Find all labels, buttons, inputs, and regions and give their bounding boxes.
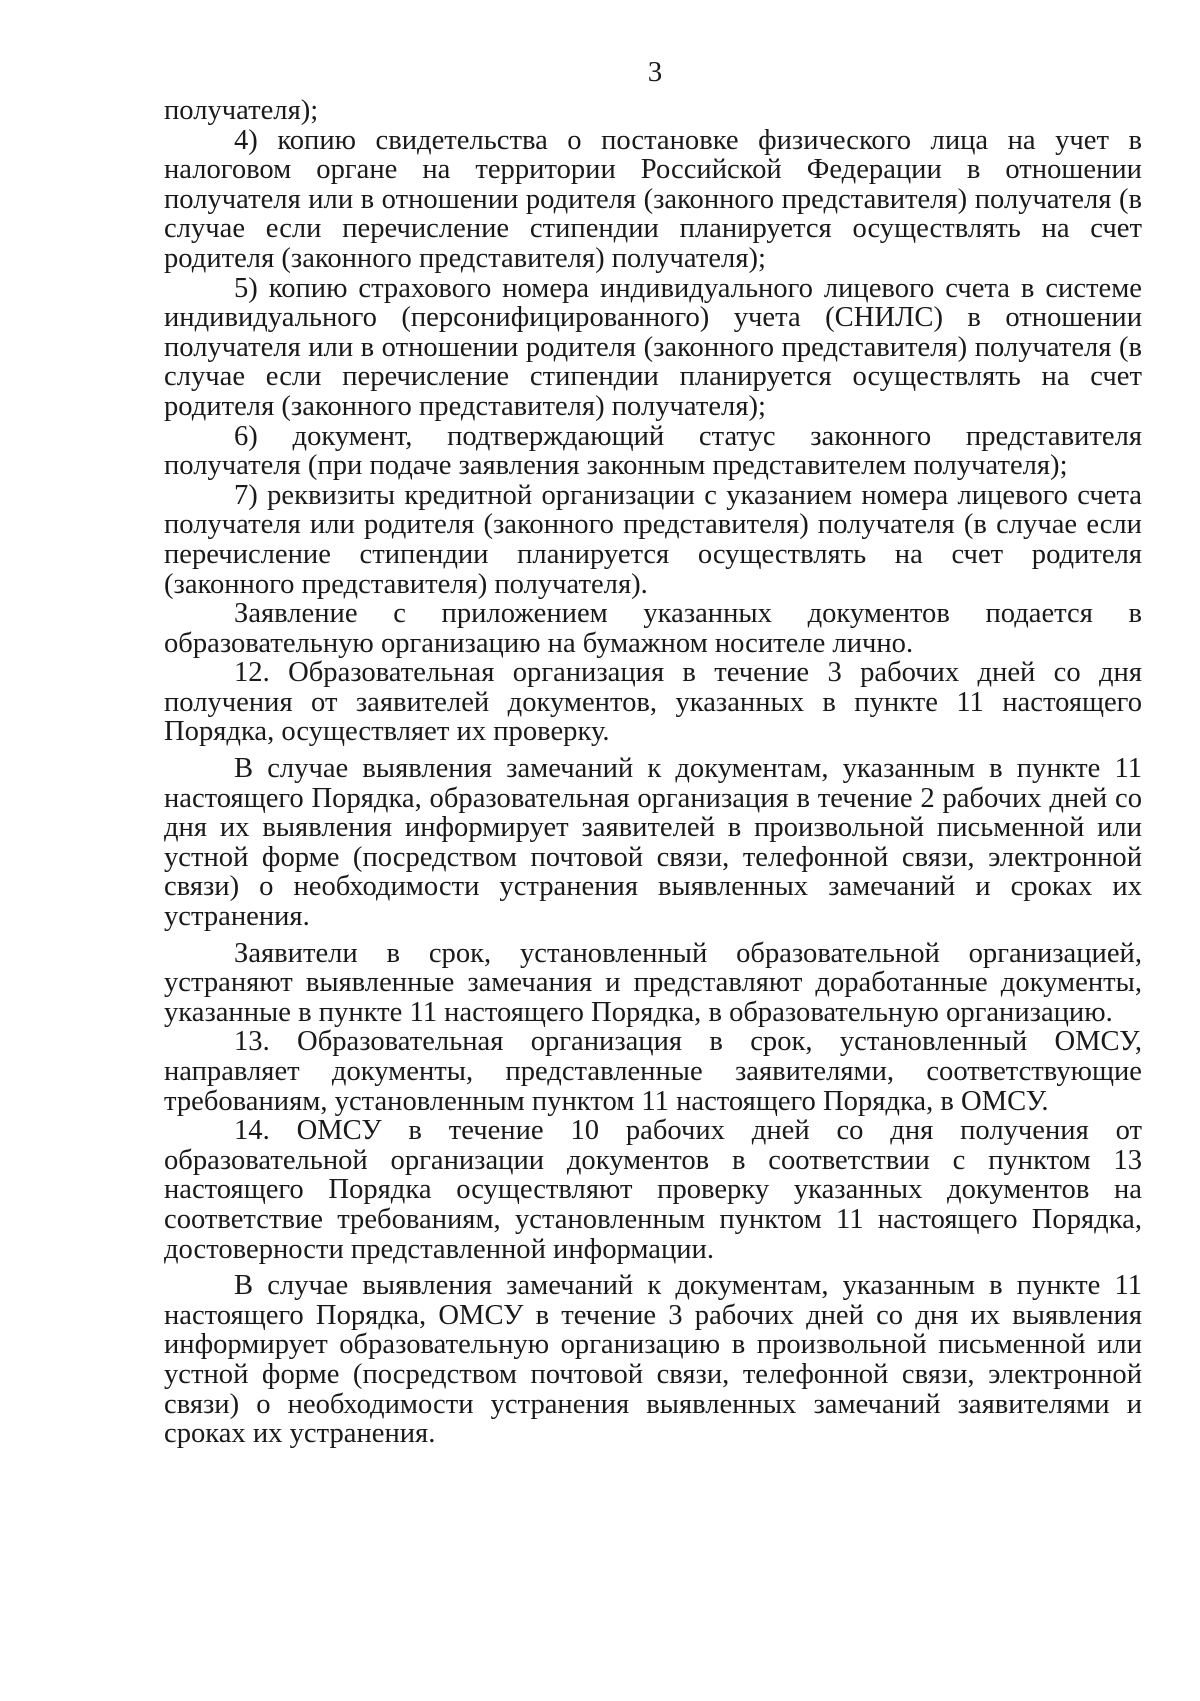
clause-12: 12. Образовательная организация в течение 3 рабочих дней со дня получения от заявителей документов, указанных в пункте 11 настоящего Порядка, осуществляет их проверку. — [164, 657, 1142, 748]
list-item-5: 5) копию страхового номера индивидуального лицевого счета в системе индивидуального (персонифицированного) учета (СНИЛС) в отношении получателя или в отношении родителя (законного представителя) получателя (в случае если перечисление стипендии планируется осуществлять на счет родителя (законного представителя) получателя); — [164, 272, 1142, 422]
paragraph-application: Заявление с приложением указанных документов подается в образовательную организацию на бумажном носителе лично. — [164, 598, 1142, 659]
list-item-4: 4) копию свидетельства о постановке физического лица на учет в налоговом органе на территории Российской Федерации в отношении получателя или в отношении родителя (законного представителя) получателя (в случае если перечисление стипендии планируется осуществлять на счет родителя (законного представителя) получателя); — [164, 124, 1142, 274]
paragraph-remarks-organization: В случае выявления замечаний к документам, указанным в пункте 11 настоящего Порядка, образовательная организация в течение 2 рабочих дней со дня их выявления информирует заявителей в произвольной письменной или устной форме (посредством почтовой связи, телефонной связи, электронной связи) о необходимости устранения выявленных замечаний и сроках их устранения. — [164, 753, 1142, 933]
paragraph-continuation: получателя); — [164, 95, 319, 126]
clause-14: 14. ОМСУ в течение 10 рабочих дней со дня получения от образовательной организации документов в соответствии с пунктом 13 настоящего Порядка осуществляют проверку указанных документов на соответствие требованиям, установленным пунктом 11 настоящего Порядка, достоверности представленной информации. — [164, 1115, 1142, 1265]
page-number: 3 — [647, 56, 663, 88]
paragraph-applicants-fix: Заявители в срок, установленный образовательной организацией, устраняют выявленные замечания и представляют доработанные документы, указанные в пункте 11 настоящего Порядка, в образовательную организацию. — [164, 937, 1142, 1028]
list-item-6: 6) документ, подтверждающий статус законного представителя получателя (при подаче заявления законным представителем получателя); — [164, 420, 1142, 482]
paragraph-remarks-omsu: В случае выявления замечаний к документам, указанным в пункте 11 настоящего Порядка, ОМСУ в течение 3 рабочих дней со дня их выявления информирует образовательную организацию в произвольной письменной или устной форме (посредством почтовой связи, телефонной связи, электронной связи) о необходимости устранения выявленных замечаний заявителями и сроках их устранения. — [164, 1270, 1142, 1450]
clause-13: 13. Образовательная организация в срок, установленный ОМСУ, направляет документы, представленные заявителями, соответствующие требованиям, установленным пунктом 11 настоящего Порядка, в ОМСУ. — [164, 1026, 1142, 1117]
document-body — [164, 96, 1142, 1449]
list-item-7: 7) реквизиты кредитной организации с указанием номера лицевого счета получателя или родителя (законного представителя) получателя (в случае если перечисление стипендии планируется осуществлять на счет родителя (законного представителя) получателя). — [164, 479, 1142, 600]
